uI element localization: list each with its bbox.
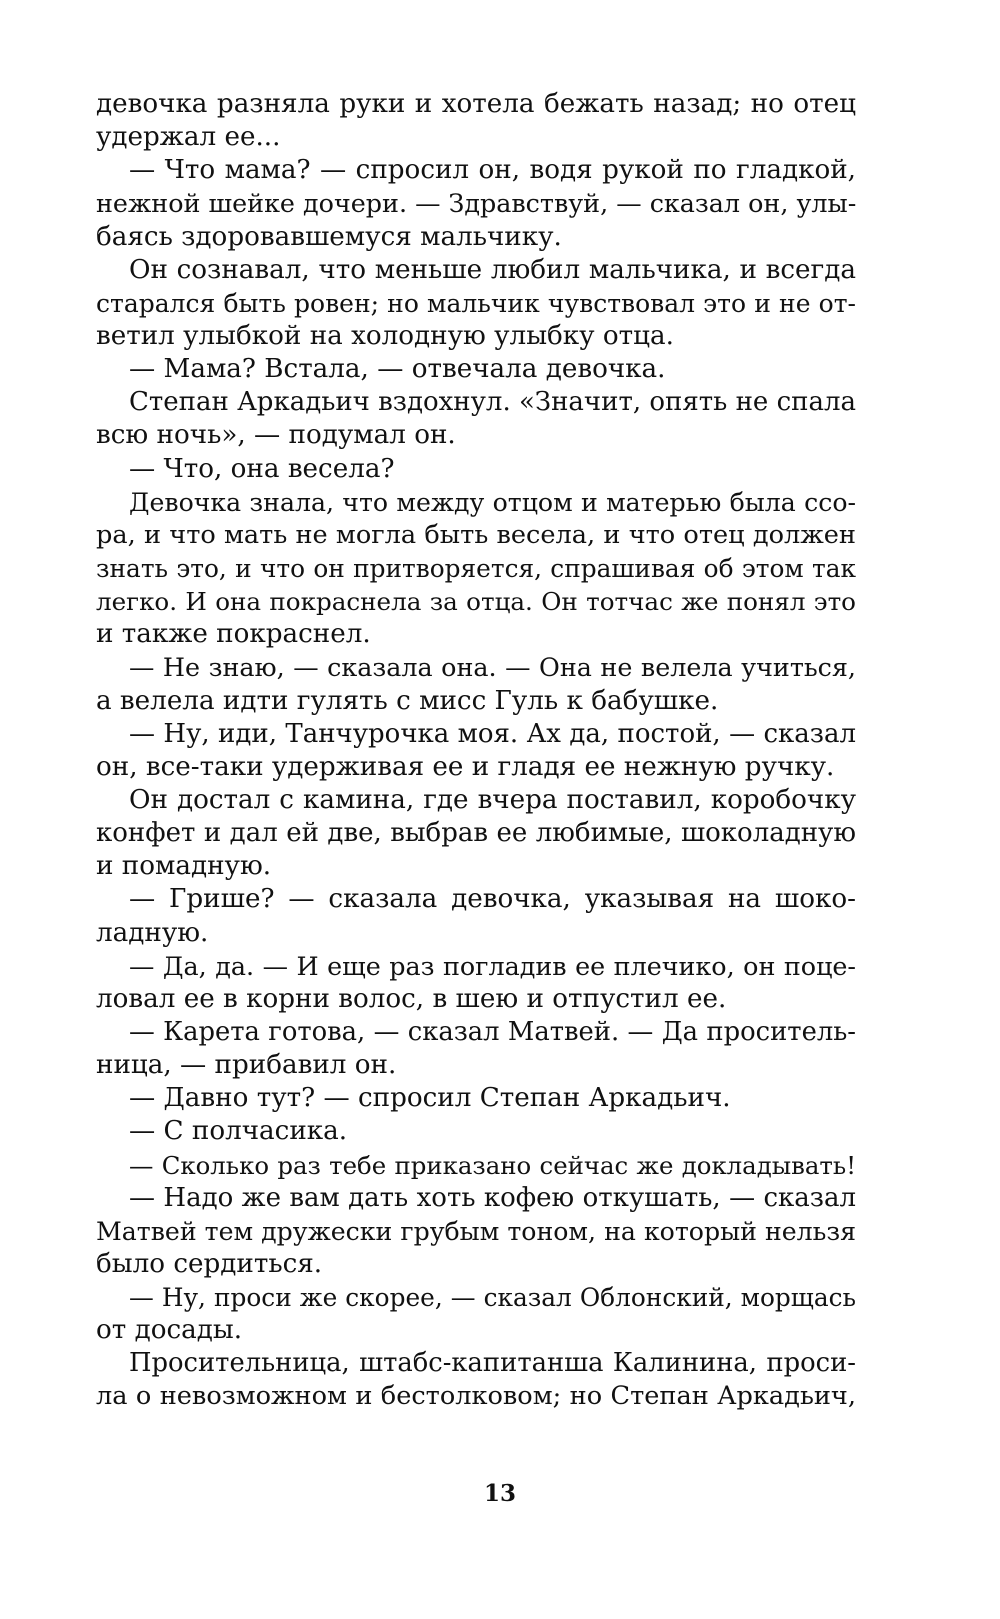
text-line: всю ночь», — подумал он. — [96, 420, 456, 451]
text-line: ница, — прибавил он. — [96, 1050, 397, 1081]
text-line: ловал ее в корни волос, в шею и отпустил ее. — [96, 983, 727, 1014]
text-line: Девочка знала, что между отцом и матерью была ссо- — [129, 487, 856, 517]
text-line: — Что, она весела? — [129, 453, 395, 484]
text-line: Степан Аркадьич вздохнул. «Значит, опять не спала — [129, 387, 856, 418]
text-line: — Да, да. — И еще раз погладив ее плечико, он поце- — [129, 950, 856, 981]
text-line: баясь здоровавшемуся мальчику. — [96, 221, 562, 252]
text-line: было сердиться. — [96, 1248, 323, 1279]
text-line: — С полчасика. — [129, 1116, 348, 1147]
text-line: Матвей тем дружески грубым тоном, на который нельзя — [96, 1216, 856, 1246]
text-line: ладную. — [96, 917, 209, 948]
text-line: Он сознавал, что меньше любил мальчика, и всегда — [129, 254, 856, 285]
text-line: конфет и дал ей две, выбрав ее любимые, шоколадную — [96, 818, 856, 849]
text-line: ра, и что мать не могла быть весела, и что отец должен — [96, 519, 856, 550]
text-line: — Сколько раз тебе приказано сейчас же докладывать! — [129, 1150, 856, 1180]
text-line: знать это, и что он притворяется, спрашивая об этом так — [96, 553, 856, 583]
text-line: ла о невозможном и бестолковом; но Степан Аркадьич, — [96, 1381, 856, 1412]
text-line: — Надо же вам дать хоть кофею откушать, — сказал — [129, 1182, 856, 1213]
text-line: от досады. — [96, 1315, 243, 1346]
text-line: — Грише? — сказала девочка, указывая на шоко- — [129, 884, 856, 915]
text-line: легко. И она покраснела за отца. Он тотчас же понял это — [96, 587, 856, 617]
text-line: старался быть ровен; но мальчик чувствовал это и не от- — [96, 288, 856, 318]
text-line: нежной шейке дочери. — Здравствуй, — сказал он, улы- — [96, 188, 857, 219]
text-line: — Что мама? — спросил он, водя рукой по гладкой, — [129, 155, 856, 186]
text-line: а велела идти гулять с мисс Гуль к бабушке. — [96, 685, 719, 716]
text-line: — Ну, проси же скорее, — сказал Облонский, морщась — [129, 1283, 856, 1313]
text-line: — Мама? Встала, — отвечала девочка. — [129, 354, 666, 385]
page-number: 13 — [483, 1480, 516, 1507]
text-line: ветил улыбкой на холодную улыбку отца. — [96, 320, 674, 351]
text-line: он, все-таки удерживая ее и гладя ее нежную ручку. — [96, 751, 835, 782]
text-line: и помадную. — [96, 851, 272, 882]
page-body-text — [96, 88, 856, 1414]
text-line: — Не знаю, — сказала она. — Она не велела учиться, — [129, 652, 856, 683]
text-line: и также покраснел. — [96, 619, 371, 650]
text-line: — Карета готова, — сказал Матвей. — Да проситель- — [129, 1016, 856, 1047]
text-line: Он достал с камина, где вчера поставил, коробочку — [129, 784, 856, 815]
text-line: — Ну, иди, Танчурочка моя. Ах да, постой, — сказал — [129, 718, 856, 749]
text-line: удержал ее... — [96, 122, 281, 153]
text-line: девочка разняла руки и хотела бежать назад; но отец — [96, 89, 856, 119]
text-line: Просительница, штабс-капитанша Калинина, проси- — [129, 1348, 856, 1379]
text-line: — Давно тут? — спросил Степан Аркадьич. — [129, 1083, 731, 1114]
